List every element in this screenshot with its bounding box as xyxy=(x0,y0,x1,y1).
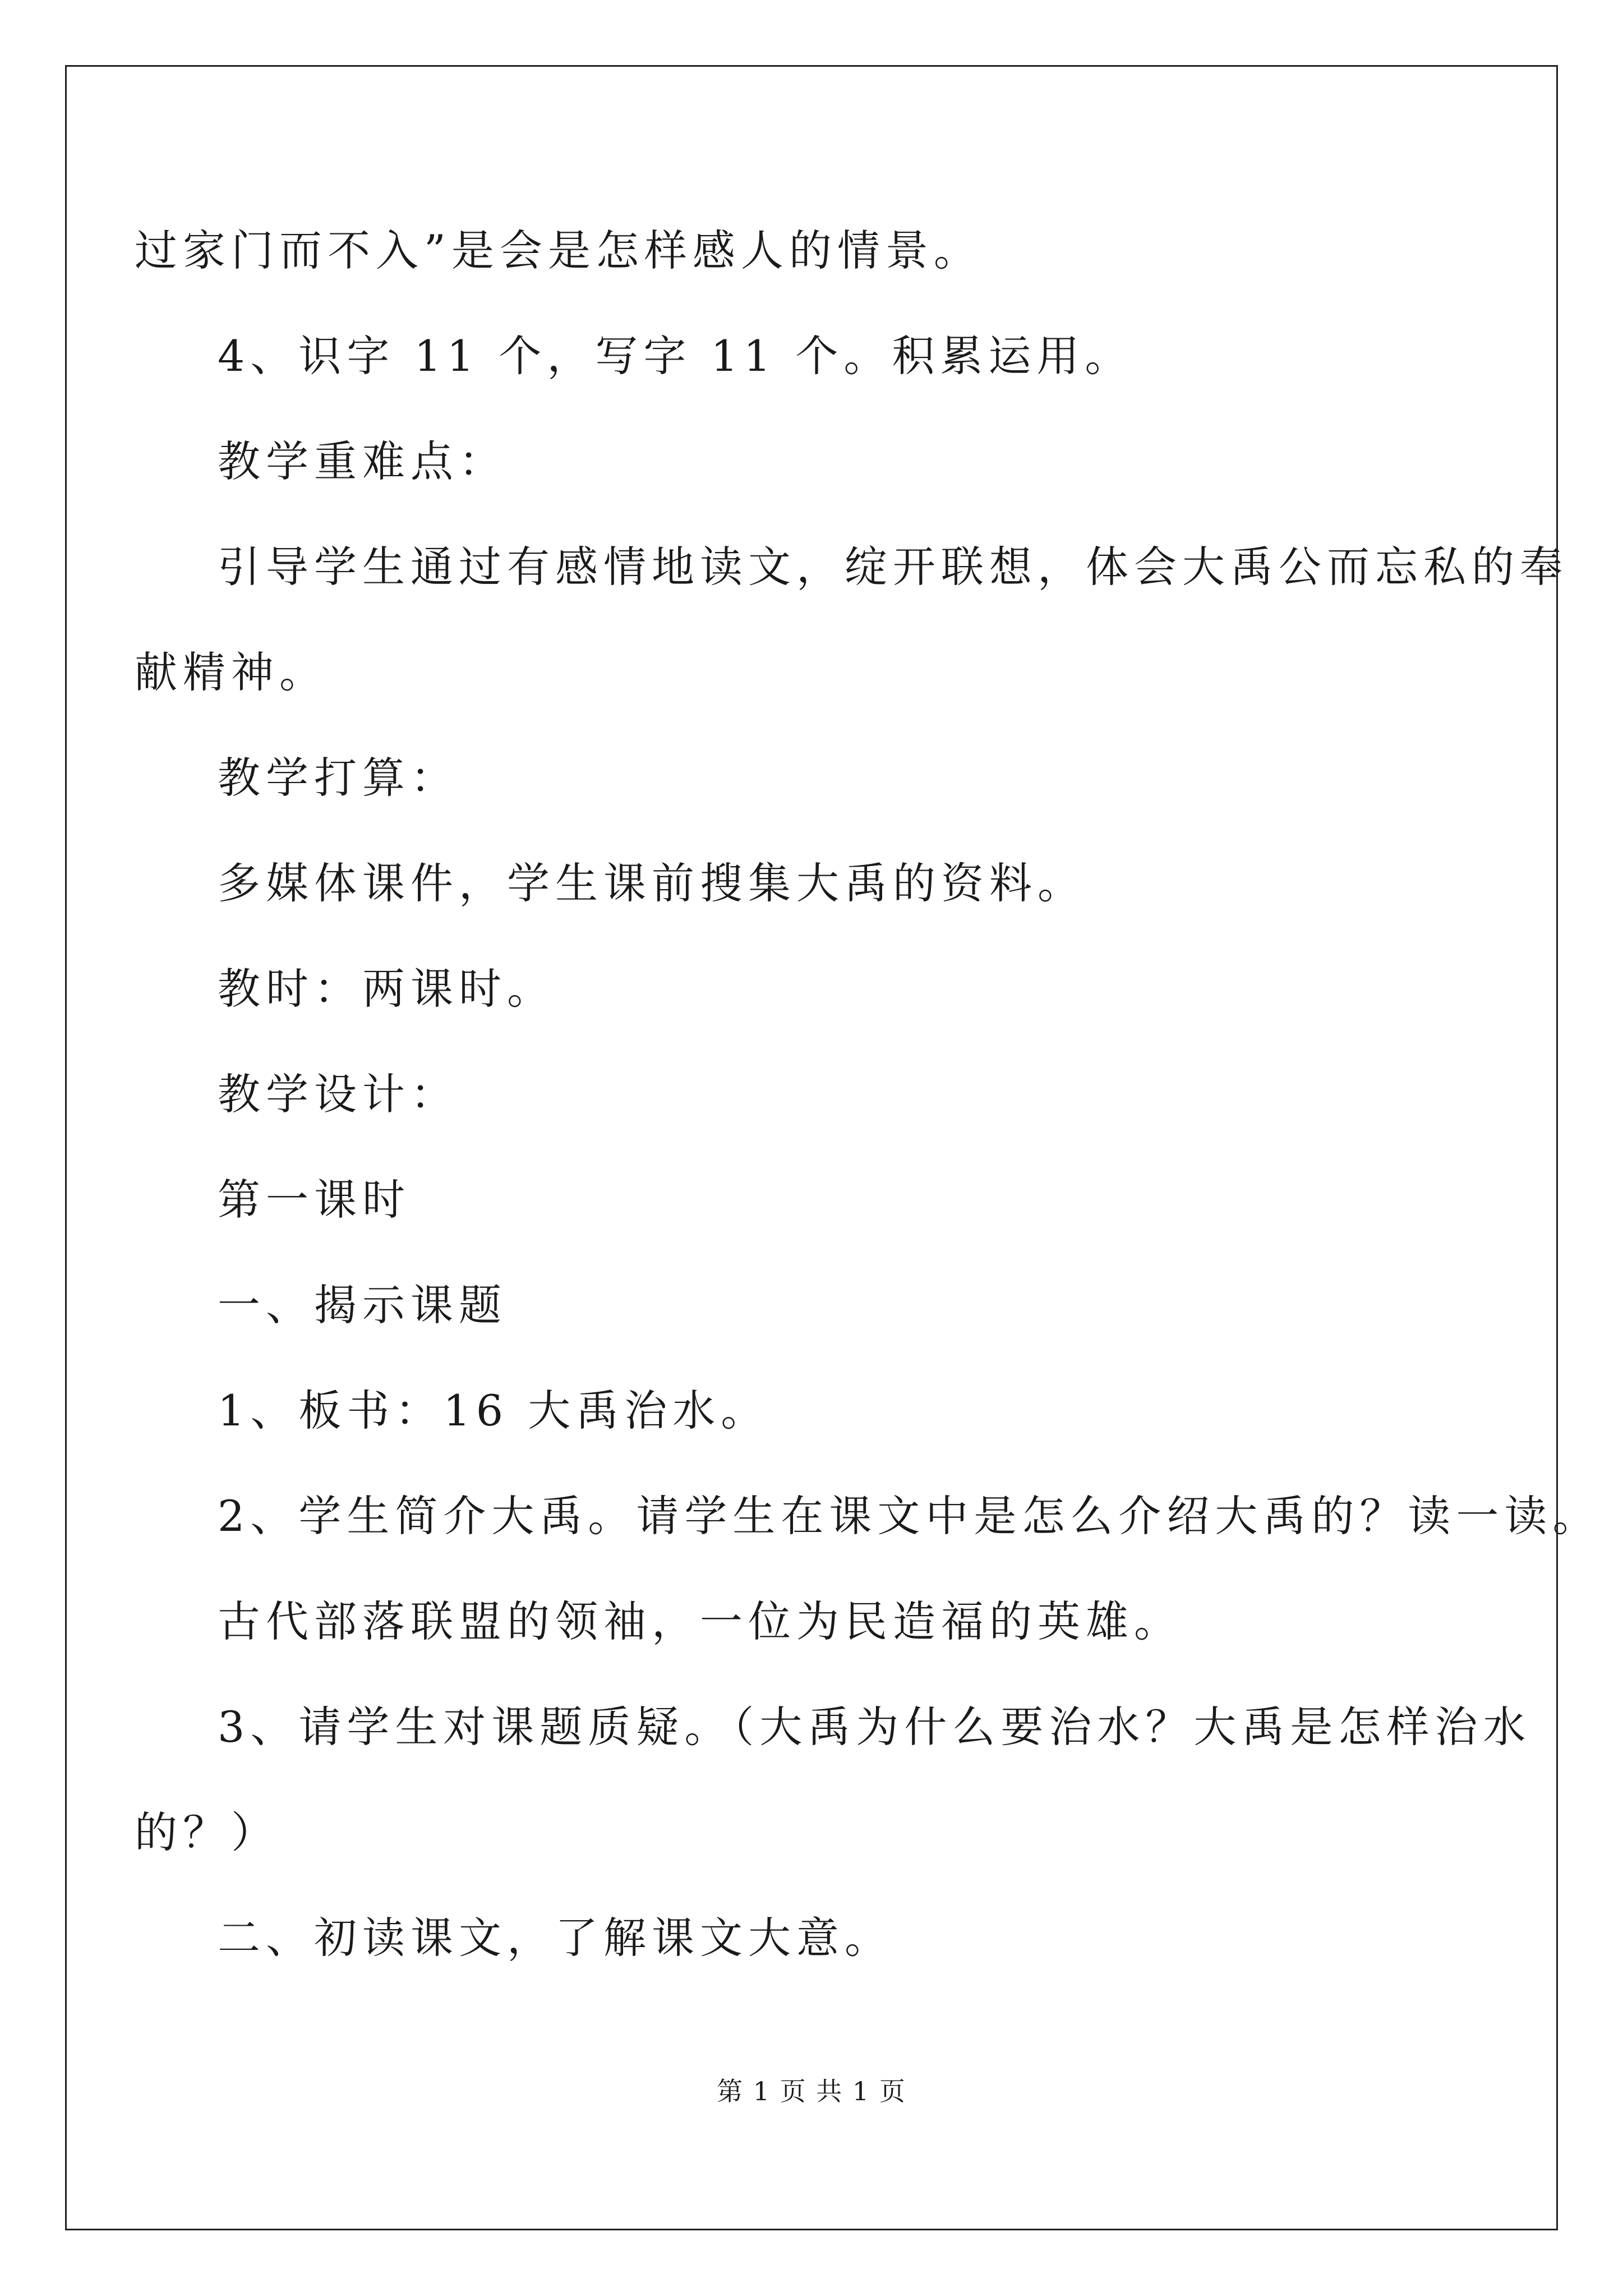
page-border xyxy=(65,65,1558,2230)
text-line: 教时：两课时。 xyxy=(218,964,555,1014)
section-heading: 二、初读课文，了解课文大意。 xyxy=(218,1913,893,1963)
text-line: 4、识字 11 个，写字 11 个。积累运用。 xyxy=(218,331,1133,381)
text-line: 2、学生简介大禹。请学生在课文中是怎么介绍大禹的？读一读。 xyxy=(218,1491,1601,1541)
page-number-footer: 第 1 页 共 1 页 xyxy=(717,2076,906,2106)
section-heading: 教学重难点： xyxy=(218,436,507,486)
section-heading: 第一课时 xyxy=(218,1175,411,1225)
text-line: 献精神。 xyxy=(135,647,328,697)
text-line: 3、请学生对课题质疑。（大禹为什么要治水？大禹是怎样治水 xyxy=(218,1702,1532,1752)
section-heading: 一、揭示课题 xyxy=(218,1280,507,1330)
text-line: 古代部落联盟的领袖，一位为民造福的英雄。 xyxy=(218,1596,1182,1646)
text-line: 过家门而不入”是会是怎样感人的情景。 xyxy=(135,226,982,275)
section-heading: 教学打算： xyxy=(218,753,459,803)
text-line: 多媒体课件，学生课前搜集大禹的资料。 xyxy=(218,858,1086,908)
text-line: 1、板书：16 大禹治水。 xyxy=(218,1386,769,1435)
text-line: 引导学生通过有感情地读文，绽开联想，体会大禹公而忘私的奉 xyxy=(218,542,1568,592)
section-heading: 教学设计： xyxy=(218,1069,459,1119)
text-line: 的？） xyxy=(135,1807,279,1857)
